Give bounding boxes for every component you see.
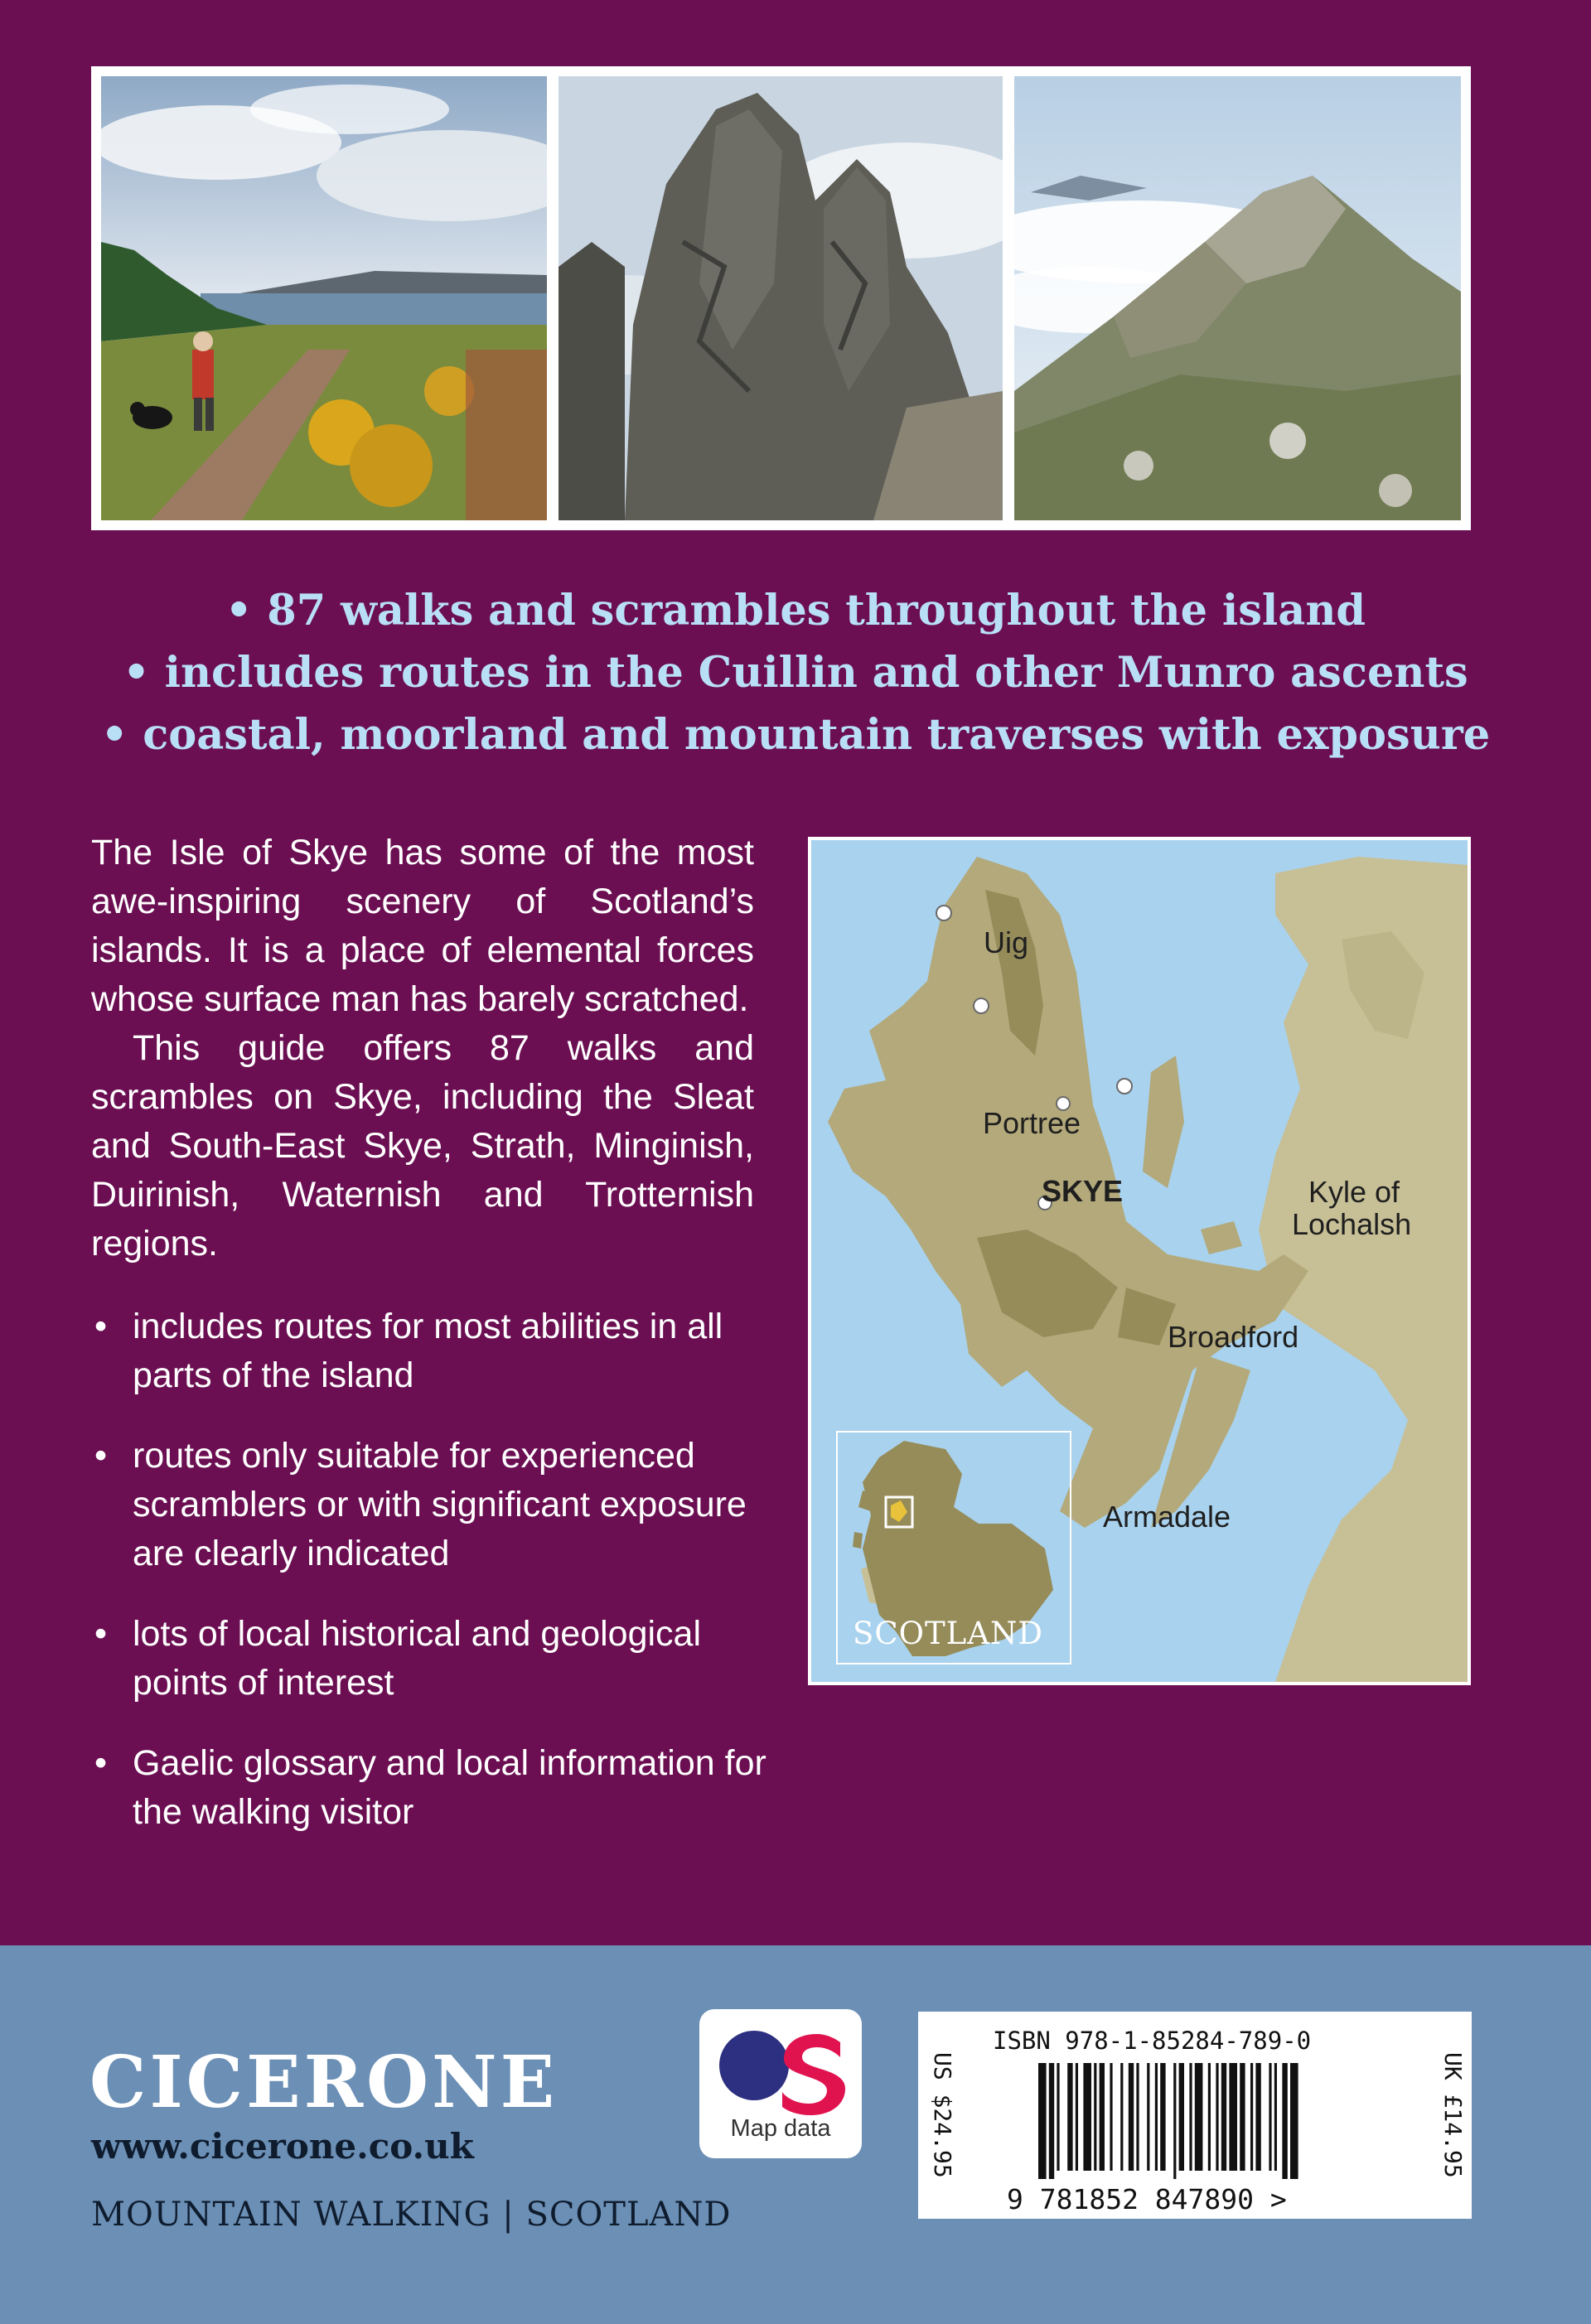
highlight-item: • 87 walks and scrambles throughout the island (225, 586, 1366, 635)
highlight-item: • includes routes in the Cuillin and other Munro ascents (123, 648, 1468, 698)
map-place-label: Lochalsh (1292, 1207, 1412, 1241)
barcode-icon (1038, 2063, 1395, 2179)
publisher-website[interactable]: www.cicerone.co.uk (91, 2126, 474, 2167)
highlight-item: • coastal, moorland and mountain traverses with exposure (100, 710, 1491, 760)
feature-item: • lots of local historical and geological points of interest (91, 1610, 771, 1708)
highlights-list (0, 580, 1591, 766)
scotland-inset-map (836, 1431, 1071, 1664)
rock-pinnacle-photo (559, 76, 1003, 520)
os-map-data-badge (699, 2009, 862, 2158)
feature-item: • Gaelic glossary and local information for the walking visitor (91, 1739, 771, 1837)
ordnance-survey-logo-icon (699, 2009, 862, 2117)
barcode-digits: 9 781852 847890 > (1007, 2183, 1287, 2215)
mountain-ridge-above-clouds-photo (1014, 76, 1461, 520)
os-badge-label: Map data (730, 2115, 831, 2142)
map-place-label: Portree (983, 1106, 1081, 1140)
barcode-panel (918, 2012, 1472, 2219)
isbn-number: ISBN 978-1-85284-789-0 (993, 2027, 1312, 2055)
map-region-label: SKYE (1042, 1174, 1124, 1208)
map-place-label: Uig (984, 925, 1029, 959)
walker-with-dog-lochside-track-photo (101, 76, 547, 520)
photo-strip (91, 66, 1471, 530)
map-place-label: Armadale (1103, 1500, 1231, 1534)
price-us: US $24.95 (929, 2052, 956, 2178)
intro-text (91, 829, 754, 1268)
intro-paragraph: The Isle of Skye has some of the most awe-inspiring scenery of Scotland’s islands. It is a place of elemental forces whose surface man has barely scratched. (91, 833, 754, 1019)
map-place-label: Kyle of (1308, 1175, 1400, 1209)
inset-map-label: SCOTLAND (853, 1616, 1043, 1651)
book-category: MOUNTAIN WALKING | SCOTLAND (91, 2196, 732, 2234)
skye-location-map (808, 837, 1471, 1685)
map-place-label: Broadford (1168, 1320, 1299, 1354)
price-uk: UK £14.95 (1439, 2052, 1467, 2178)
features-list (91, 1302, 771, 1868)
feature-item: • routes only suitable for experienced scramblers or with significant exposure are clearly indicated (91, 1432, 771, 1578)
publisher-logo: CICERONE (89, 2041, 559, 2124)
intro-paragraph: This guide offers 87 walks and scrambles on Skye, including the Sleat and South-East Skye, Strath, Minginish, Duirinish, Waternish and Trotternish regions. (91, 1028, 754, 1263)
feature-item: • includes routes for most abilities in all parts of the island (91, 1302, 771, 1400)
